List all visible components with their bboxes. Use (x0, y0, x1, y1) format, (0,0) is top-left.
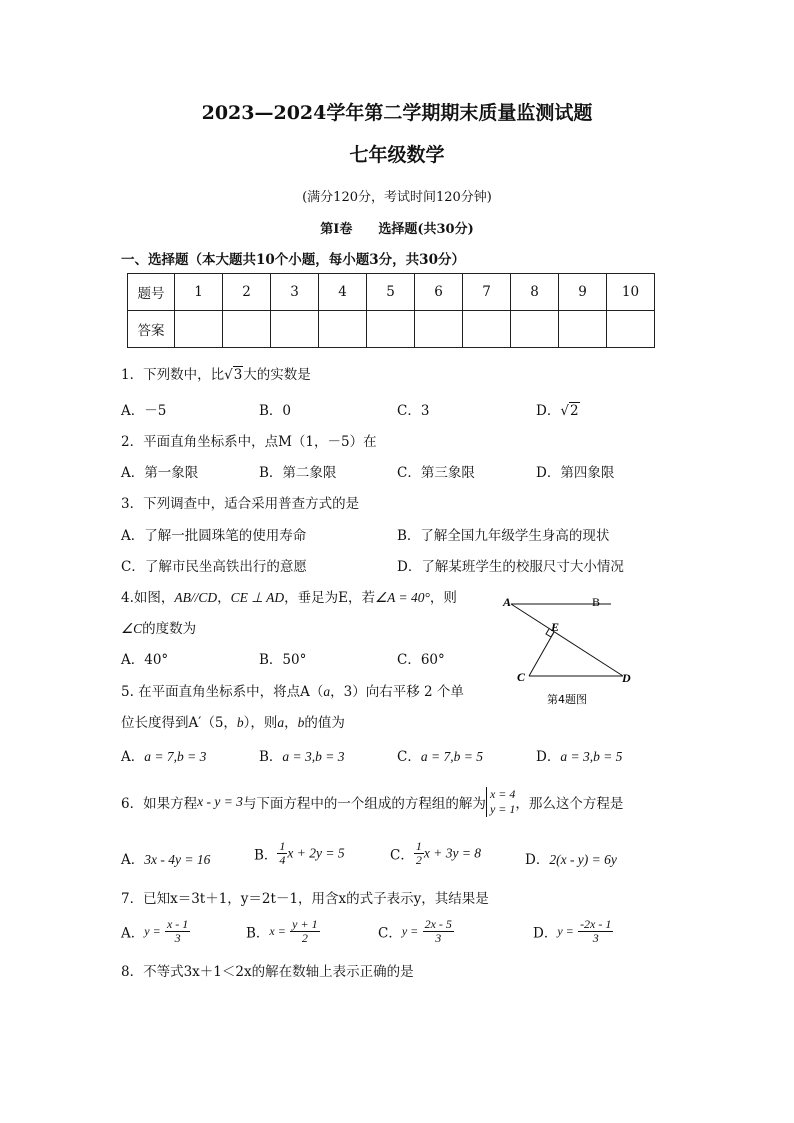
table-header-cell: 答案 (128, 311, 175, 348)
question-number-cell: 5 (367, 274, 415, 311)
segment-ad (511, 604, 623, 676)
answer-cell[interactable] (271, 311, 319, 348)
q6-option-math: 2(x - y) = 6y (549, 852, 617, 867)
question-7-stem: 7．已知x＝3t＋1，y＝2t－1，用含x的式子表示y，其结果是 (121, 891, 489, 907)
answer-cell[interactable] (559, 311, 607, 348)
q7-option-a-fraction (165, 918, 190, 945)
q6-text: 6．如果方程 (121, 796, 198, 812)
q2-option-a: A．第一象限 (121, 465, 199, 481)
q4-option-c: C．60° (397, 652, 445, 668)
q1-option-b: B．0 (259, 403, 292, 419)
question-6-stem (121, 787, 623, 817)
q7-option-c (378, 918, 454, 945)
q7-option-b (246, 918, 320, 945)
question-number-cell: 6 (415, 274, 463, 311)
q5-math: b (236, 715, 244, 730)
option-label: D． (525, 852, 550, 868)
part-heading: 一、选择题（本大题共10个小题，每小题3分，共30分） (121, 252, 465, 268)
q7-lhs: y = (401, 924, 419, 938)
q6-option-d (525, 848, 617, 868)
answer-cell[interactable] (367, 311, 415, 348)
q1-option-d-root: 2 (569, 403, 579, 419)
fraction-denominator: 3 (592, 931, 599, 945)
q7-lhs: x = (269, 924, 286, 938)
answer-cell[interactable] (607, 311, 655, 348)
fraction-numerator: 1 (415, 839, 422, 853)
answer-cell[interactable] (175, 311, 223, 348)
answer-cell[interactable] (223, 311, 271, 348)
q7-option-d-fraction (578, 918, 613, 945)
q3-option-c: C．了解市民坐高铁出行的意愿 (121, 559, 307, 575)
question-number-cell: 2 (223, 274, 271, 311)
q4-text: ，垂足为E，若 (284, 590, 376, 606)
q4-text: 4.如图， (121, 590, 175, 606)
fraction-denominator: 3 (174, 931, 181, 945)
label-b: B (592, 595, 601, 609)
section-heading: 第Ⅰ卷 选择题(共30分) (320, 222, 474, 237)
q5-option-d (536, 745, 622, 765)
q1-root: 3 (233, 367, 243, 383)
q6-text: ，那么这个方程是 (515, 796, 624, 812)
q5-text: 5. 在平面直角坐标系中，将点A（ (121, 684, 324, 700)
option-label: D． (533, 925, 558, 942)
q6-system (486, 787, 515, 817)
q6-system-line: x = 4 (489, 787, 516, 801)
question-number-cell: 4 (319, 274, 367, 311)
q3-option-d: D．了解某班学生的校服尺寸大小情况 (397, 559, 624, 575)
exam-note: (满分120分，考试时间120分钟) (302, 190, 492, 205)
option-label: C． (378, 925, 402, 942)
q4-text: ， (217, 590, 231, 606)
question-4-line2 (121, 617, 196, 637)
label-c: C (517, 670, 526, 684)
q5-option-math: a = 3,b = 3 (282, 749, 345, 764)
q5-option-c (397, 745, 483, 765)
question-number-cell: 9 (559, 274, 607, 311)
option-label: A． (121, 925, 145, 942)
option-label: C． (390, 847, 414, 864)
q4-text: ，则 (429, 590, 457, 606)
q4-math: AB//CD (174, 590, 218, 605)
q5-option-math: a = 7,b = 3 (144, 749, 207, 764)
q7-lhs: y = (557, 924, 574, 938)
q6-option-b-fraction (277, 840, 287, 867)
q6-math: x - y = 3 (197, 794, 243, 809)
q6-option-c (390, 840, 481, 867)
question-3-stem: 3．下列调查中，适合采用普查方式的是 (121, 496, 360, 512)
q5-math: a (323, 684, 331, 699)
question-number-cell: 1 (175, 274, 223, 311)
q5-text: ， (284, 715, 298, 731)
q6-text: 与下面方程中的一个组成的方程组的解为 (242, 796, 486, 812)
q4-math: CE ⊥ AD (230, 590, 285, 605)
sqrt-sign: √ (224, 367, 233, 383)
table-row (128, 274, 655, 311)
fraction-numerator: x - 1 (166, 917, 189, 931)
q4-figure (495, 590, 645, 710)
q5-text: ，3）向右平移 2 个单 (330, 684, 464, 700)
q5-text: 位长度得到A′（5， (121, 715, 237, 731)
q4-option-a: A．40° (121, 652, 169, 668)
option-label: A． (121, 749, 145, 765)
q4-math: ∠A = 40° (375, 590, 430, 605)
q1-stem-part: 大的实数是 (243, 367, 311, 383)
q6-option-math: x + 2y = 5 (287, 845, 345, 861)
fraction-numerator: y + 1 (292, 917, 318, 931)
answer-cell[interactable] (415, 311, 463, 348)
q3-option-a: A．了解一批圆珠笔的使用寿命 (121, 528, 307, 544)
question-4-line1 (121, 586, 457, 606)
option-label: A． (121, 852, 145, 868)
option-label: B． (246, 925, 270, 942)
question-5-line2 (121, 711, 345, 731)
q4-math: ∠C (121, 621, 143, 636)
question-5-line1 (121, 680, 464, 700)
q5-math: a (277, 715, 285, 730)
figure-caption: 第4题图 (547, 693, 587, 706)
q4-text: 的度数为 (142, 621, 197, 637)
question-number-cell: 3 (271, 274, 319, 311)
option-label: B． (254, 847, 278, 864)
fraction-numerator: -2x - 1 (580, 917, 612, 931)
q6-option-b (254, 840, 345, 867)
fraction-denominator: 2 (301, 931, 308, 945)
q1-option-d (536, 399, 580, 419)
answer-cell[interactable] (319, 311, 367, 348)
q7-option-b-fraction (290, 918, 319, 945)
q7-option-d (533, 918, 613, 945)
fraction-denominator: 2 (415, 853, 422, 867)
option-label: D． (536, 749, 561, 765)
answer-table (127, 273, 655, 348)
sqrt-sign: √ (560, 403, 569, 419)
q2-option-d: D．第四象限 (536, 465, 615, 481)
q1-option-c: C．3 (397, 403, 430, 419)
q2-option-b: B．第二象限 (259, 465, 337, 481)
q6-option-a (121, 848, 210, 868)
q5-option-a (121, 745, 206, 765)
option-label: B． (259, 749, 283, 765)
q7-lhs: y = (144, 924, 161, 938)
question-number-cell: 8 (511, 274, 559, 311)
q6-option-math: 3x - 4y = 16 (144, 852, 211, 867)
question-1-stem (121, 363, 311, 383)
q5-option-math: a = 7,b = 5 (420, 749, 483, 764)
answer-cell[interactable] (511, 311, 559, 348)
question-number-cell: 10 (607, 274, 655, 311)
q1-stem-part: 1．下列数中，比 (121, 367, 225, 383)
q7-option-a (121, 918, 190, 945)
answer-cell[interactable] (463, 311, 511, 348)
segment-ce (529, 632, 554, 676)
table-header-cell: 题号 (128, 274, 175, 311)
fraction-denominator: 4 (279, 853, 286, 867)
fraction-numerator: 1 (279, 839, 286, 853)
q5-option-b (259, 745, 345, 765)
option-label: C． (397, 749, 421, 765)
q7-option-c-fraction (423, 918, 454, 945)
label-e: E (551, 620, 560, 634)
label-a: A (503, 595, 512, 609)
question-8-stem: 8．不等式3x＋1＜2x的解在数轴上表示正确的是 (121, 964, 414, 980)
q5-text: 的值为 (304, 715, 345, 731)
fraction-numerator: 2x - 5 (424, 917, 452, 931)
label-d: D (622, 671, 631, 685)
q6-option-c-fraction (414, 840, 424, 867)
q6-system-line: y = 1 (489, 802, 516, 816)
question-2-stem: 2．平面直角坐标系中，点M（1，－5）在 (121, 434, 377, 450)
q1-option-a: A．－5 (121, 403, 167, 419)
question-number-cell: 7 (463, 274, 511, 311)
fraction-denominator: 3 (435, 931, 442, 945)
exam-subject: 七年级数学 (349, 144, 445, 166)
table-row (128, 311, 655, 348)
q1-option-d-label: D． (536, 403, 561, 419)
q4-option-b: B．50° (259, 652, 307, 668)
q5-option-math: a = 3,b = 5 (560, 749, 623, 764)
exam-title: 2023—2024学年第二学期期末质量监测试题 (201, 102, 593, 124)
q3-option-b: B．了解全国九年级学生身高的现状 (397, 528, 610, 544)
q5-text: ），则 (243, 715, 278, 731)
q2-option-c: C．第三象限 (397, 465, 475, 481)
q6-option-math: x + 3y = 8 (423, 845, 482, 861)
q5-math: b (297, 715, 305, 730)
